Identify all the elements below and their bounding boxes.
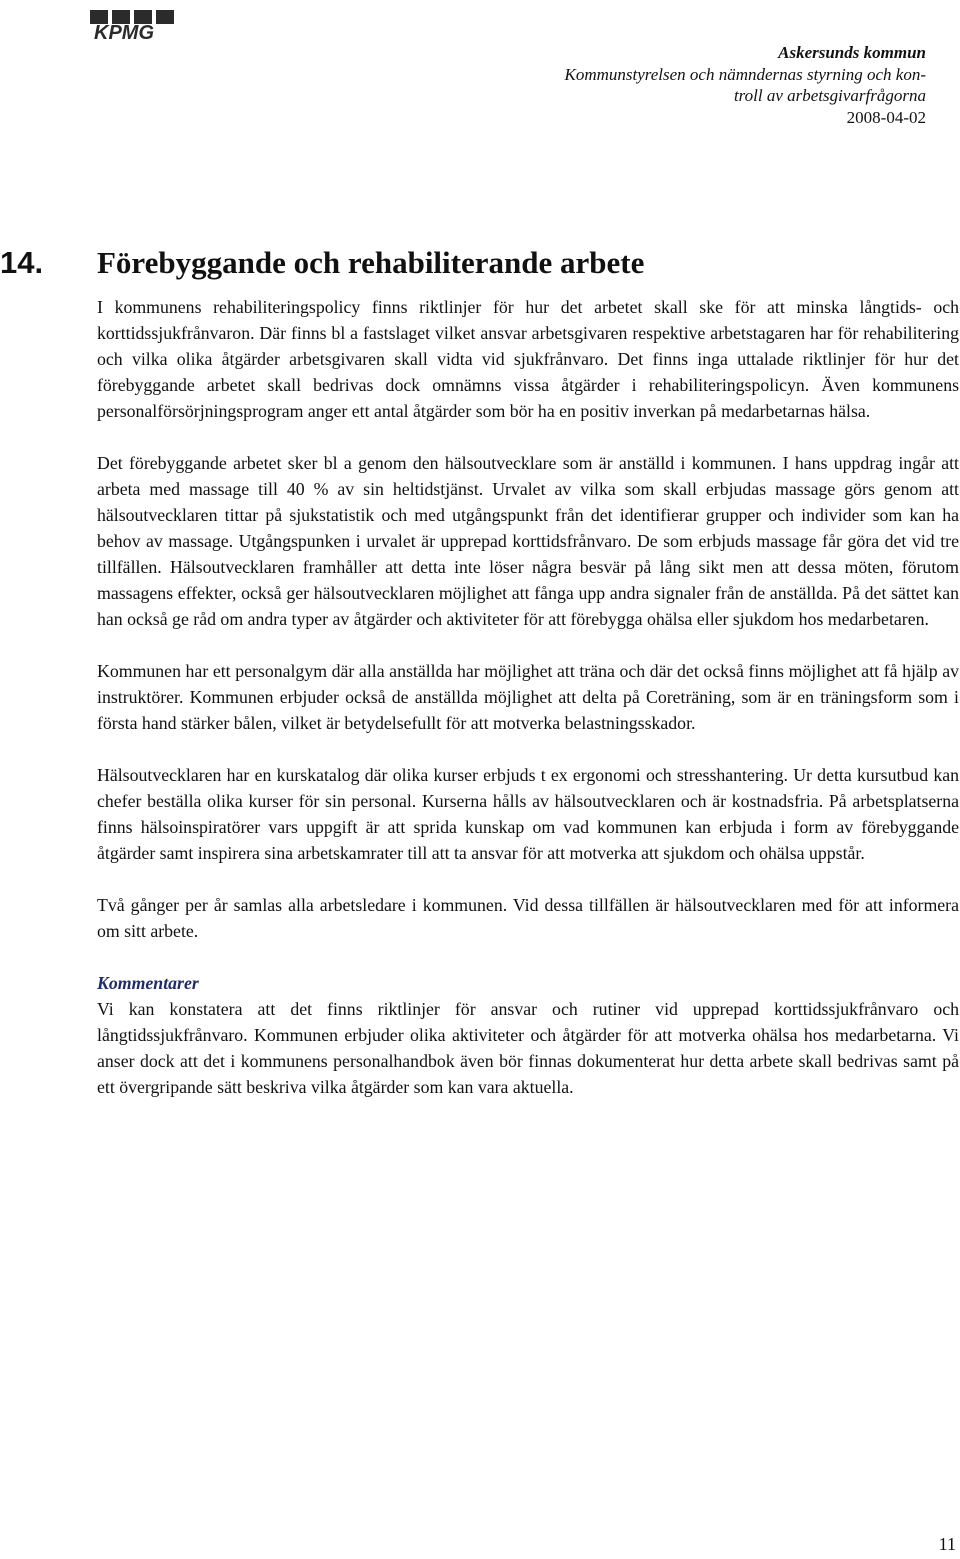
- paragraph-3: Kommunen har ett personalgym där alla anställda har möjlighet att träna och där det också finns möjlighet att få hjälp av instruktörer. Kommunen erbjuder också de anställda möjlighet att delta på Coreträning, som är en träningsform som i första hand stärker bålen, vilket är betydelsefullt för att motverka belastningsskador.: [97, 661, 959, 733]
- header-date: 2008-04-02: [846, 107, 926, 127]
- document-header: [506, 42, 926, 128]
- paragraph-5: Två gånger per år samlas alla arbetsledare i kommunen. Vid dessa tillfällen är hälsoutvecklaren med för att informera om sitt arbete.: [97, 895, 959, 941]
- section-title: Förebyggande och rehabiliterande arbete: [97, 245, 645, 280]
- comments-heading: Kommentarer: [97, 973, 199, 993]
- section-number: 14.: [0, 245, 44, 280]
- kpmg-logo-mark: [90, 8, 182, 42]
- logo-box-4: [156, 10, 174, 24]
- header-organization: Askersunds kommun: [778, 43, 926, 62]
- kpmg-logo: [90, 8, 182, 42]
- comments-block: [97, 970, 959, 1100]
- paragraph-2: Det förebyggande arbetet sker bl a genom den hälsoutvecklare som är anställd i kommunen. I hans uppdrag ingår att arbeta med massage till 40 % av sin heltidstjänst. Urvalet av vilka som skall erbjudas massage görs genom att hälsoutvecklaren tittar på sjukstatistik och med utgångspunkt från det identifierar grupper och individer som kan ha behov av massage. Utgångspunken i urvalet är upprepad korttidsfrånvaro. De som erbjuds massage får göra det vid tre tillfällen. Hälsoutvecklaren framhåller att detta inte löser några besvär på lång sikt men att dessa möten, förutom massagens effekter, också ger hälsoutvecklaren möjlighet att fånga upp andra signaler från de anställda. På det sättet kan han också ge råd om andra typer av åtgärder och aktiviteter för att förebygga ohälsa eller sjukdom hos medarbetaren.: [97, 453, 959, 629]
- header-subtitle-line1: Kommunstyrelsen och nämndernas styrning och kon-: [564, 64, 926, 84]
- paragraph-1: I kommunens rehabiliteringspolicy finns riktlinjer för hur det arbetet skall ske för att minska långtids- och korttidssjukfrånvaron. Där finns bl a fastslaget vilket ansvar arbetsgivaren respektive arbetstagaren har för rehabilitering och vilka olika åtgärder arbetsgivaren skall vidta vid sjukfrånvaro. Det finns inga uttalade riktlinjer för hur det förebyggande arbetet skall bedrivas dock omnämns vissa åtgärder i rehabiliteringspolicyn. Även kommunens personalförsörjningsprogram anger ett antal åtgärder som bör ha en positiv inverkan på medarbetarnas hälsa.: [97, 297, 959, 421]
- logo-text: KPMG: [94, 22, 154, 42]
- comments-text: Vi kan konstatera att det finns riktlinjer för ansvar och rutiner vid upprepad korttidssjukfrånvaro och långtidssjukfrånvaro. Kommunen erbjuder olika aktiviteter och åtgärder för att motverka ohälsa hos medarbetarna. Vi anser dock att det i kommunens personalhandbok även bör finnas dokumenterat hur detta arbete skall bedrivas samt på ett övergripande sätt beskriva vilka åtgärder som kan vara aktuella.: [97, 999, 959, 1097]
- page-number: 11: [938, 1534, 956, 1554]
- paragraph-4: Hälsoutvecklaren har en kurskatalog där olika kurser erbjuds t ex ergonomi och stresshantering. Ur detta kursutbud kan chefer beställa olika kurser för sin personal. Kurserna hålls av hälsoutvecklaren och är kostnadsfria. På arbetsplatserna finns hälsoinspiratörer vars uppgift är att sprida kunskap om vad kommunen kan erbjuda i form av förebyggande åtgärder samt inspirera sina arbetskamrater till att ta ansvar för att motverka att sjukdom och ohälsa uppstår.: [97, 765, 959, 863]
- header-subtitle-line2: troll av arbetsgivarfrågorna: [733, 86, 926, 105]
- section-body: [97, 294, 959, 1126]
